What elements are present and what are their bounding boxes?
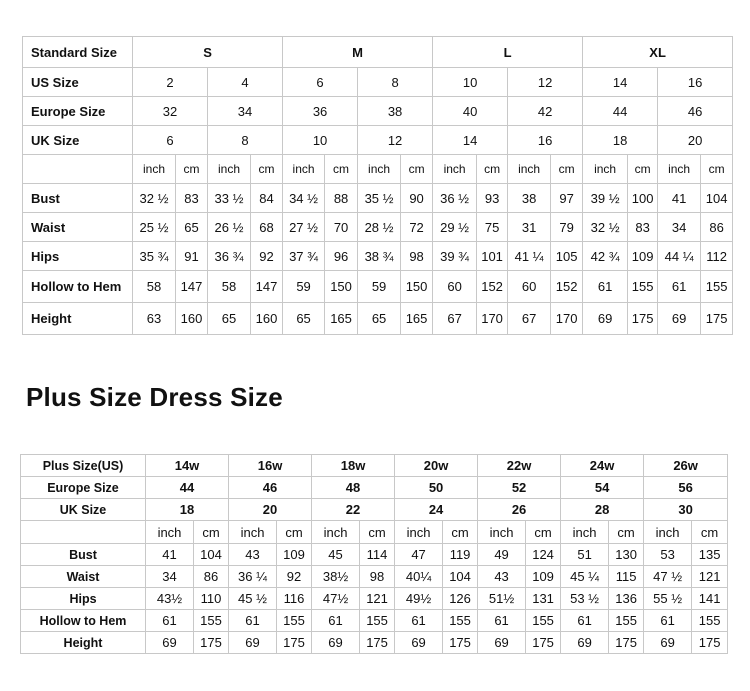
measurement-value: 84 bbox=[251, 184, 283, 213]
plus-measurement-value: 124 bbox=[526, 544, 561, 566]
plus-measurement-label: Waist bbox=[21, 566, 146, 588]
measurement-label: Waist bbox=[23, 213, 133, 242]
plus-size-value: 24 bbox=[395, 499, 478, 521]
plus-measurement-label: Height bbox=[21, 632, 146, 654]
measurement-value: 42 ¾ bbox=[583, 242, 628, 271]
measurement-value: 65 bbox=[208, 303, 251, 335]
measurement-value: 61 bbox=[658, 271, 701, 303]
unit-cm: cm bbox=[401, 155, 433, 184]
plus-measurement-value: 109 bbox=[277, 544, 312, 566]
size-value: 20 bbox=[658, 126, 733, 155]
measurement-value: 65 bbox=[176, 213, 208, 242]
plus-measurement-value: 51½ bbox=[478, 588, 526, 610]
plus-unit-row bbox=[21, 521, 728, 544]
measurement-value: 31 bbox=[508, 213, 551, 242]
unit-inch: inch bbox=[146, 521, 194, 544]
size-letter-header: XL bbox=[583, 37, 733, 68]
measurement-value: 79 bbox=[551, 213, 583, 242]
plus-measurement-label: Hips bbox=[21, 588, 146, 610]
plus-measurement-label: Hollow to Hem bbox=[21, 610, 146, 632]
plus-measurement-value: 69 bbox=[478, 632, 526, 654]
size-row-label: US Size bbox=[23, 68, 133, 97]
measurement-value: 25 ½ bbox=[133, 213, 176, 242]
measurement-value: 101 bbox=[477, 242, 508, 271]
plus-measurement-value: 69 bbox=[229, 632, 277, 654]
plus-measurement-value: 45 ½ bbox=[229, 588, 277, 610]
measurement-row bbox=[23, 303, 733, 335]
plus-measurement-value: 61 bbox=[561, 610, 609, 632]
plus-measurement-value: 121 bbox=[692, 566, 728, 588]
plus-measurement-value: 43 bbox=[478, 566, 526, 588]
plus-size-value: 22 bbox=[312, 499, 395, 521]
unit-inch: inch bbox=[312, 521, 360, 544]
plus-size-table bbox=[20, 454, 728, 654]
plus-measurement-value: 86 bbox=[194, 566, 229, 588]
measurement-label: Hollow to Hem bbox=[23, 271, 133, 303]
plus-measurement-value: 69 bbox=[312, 632, 360, 654]
measurement-value: 69 bbox=[658, 303, 701, 335]
plus-measurement-value: 69 bbox=[395, 632, 443, 654]
unit-inch: inch bbox=[395, 521, 443, 544]
plus-size-value: 22w bbox=[478, 455, 561, 477]
plus-measurement-value: 175 bbox=[360, 632, 395, 654]
measurement-value: 83 bbox=[176, 184, 208, 213]
measurement-row bbox=[23, 271, 733, 303]
plus-measurement-value: 69 bbox=[644, 632, 692, 654]
size-row bbox=[23, 97, 733, 126]
measurement-value: 60 bbox=[508, 271, 551, 303]
size-value: 16 bbox=[508, 126, 583, 155]
plus-measurement-value: 36 ¼ bbox=[229, 566, 277, 588]
measurement-value: 69 bbox=[583, 303, 628, 335]
measurement-value: 160 bbox=[251, 303, 283, 335]
measurement-value: 26 ½ bbox=[208, 213, 251, 242]
plus-measurement-value: 116 bbox=[277, 588, 312, 610]
plus-measurement-value: 136 bbox=[609, 588, 644, 610]
plus-measurement-value: 115 bbox=[609, 566, 644, 588]
measurement-value: 88 bbox=[325, 184, 358, 213]
plus-measurement-value: 119 bbox=[443, 544, 478, 566]
unit-inch: inch bbox=[133, 155, 176, 184]
measurement-value: 93 bbox=[477, 184, 508, 213]
measurement-value: 63 bbox=[133, 303, 176, 335]
plus-measurement-value: 175 bbox=[277, 632, 312, 654]
size-value: 14 bbox=[433, 126, 508, 155]
unit-inch: inch bbox=[229, 521, 277, 544]
measurement-value: 100 bbox=[628, 184, 658, 213]
plus-measurement-row bbox=[21, 632, 728, 654]
size-value: 18 bbox=[583, 126, 658, 155]
size-value: 38 bbox=[358, 97, 433, 126]
measurement-value: 65 bbox=[358, 303, 401, 335]
plus-measurement-value: 135 bbox=[692, 544, 728, 566]
unit-row bbox=[23, 155, 733, 184]
plus-size-value: 50 bbox=[395, 477, 478, 499]
plus-measurement-value: 104 bbox=[443, 566, 478, 588]
unit-cm: cm bbox=[609, 521, 644, 544]
unit-inch: inch bbox=[478, 521, 526, 544]
measurement-row bbox=[23, 213, 733, 242]
plus-size-row bbox=[21, 499, 728, 521]
measurement-value: 34 bbox=[658, 213, 701, 242]
measurement-value: 59 bbox=[358, 271, 401, 303]
size-value: 42 bbox=[508, 97, 583, 126]
size-letter-header: M bbox=[283, 37, 433, 68]
plus-measurement-value: 34 bbox=[146, 566, 194, 588]
size-value: 36 bbox=[283, 97, 358, 126]
measurement-value: 175 bbox=[701, 303, 733, 335]
plus-measurement-value: 43½ bbox=[146, 588, 194, 610]
unit-inch: inch bbox=[658, 155, 701, 184]
standard-size-header-row bbox=[23, 37, 733, 68]
plus-measurement-value: 155 bbox=[277, 610, 312, 632]
size-value: 46 bbox=[658, 97, 733, 126]
size-value: 8 bbox=[208, 126, 283, 155]
plus-measurement-value: 47 ½ bbox=[644, 566, 692, 588]
plus-size-value: 20w bbox=[395, 455, 478, 477]
plus-measurement-value: 61 bbox=[644, 610, 692, 632]
plus-measurement-value: 126 bbox=[443, 588, 478, 610]
measurement-value: 165 bbox=[325, 303, 358, 335]
plus-size-row-label: Europe Size bbox=[21, 477, 146, 499]
plus-measurement-value: 61 bbox=[229, 610, 277, 632]
size-value: 4 bbox=[208, 68, 283, 97]
measurement-value: 38 bbox=[508, 184, 551, 213]
size-value: 16 bbox=[658, 68, 733, 97]
plus-measurement-value: 155 bbox=[443, 610, 478, 632]
unit-cm: cm bbox=[360, 521, 395, 544]
plus-measurement-value: 155 bbox=[692, 610, 728, 632]
plus-measurement-row bbox=[21, 566, 728, 588]
plus-measurement-label: Bust bbox=[21, 544, 146, 566]
unit-row-label bbox=[23, 155, 133, 184]
size-value: 14 bbox=[583, 68, 658, 97]
measurement-value: 160 bbox=[176, 303, 208, 335]
plus-measurement-value: 40¼ bbox=[395, 566, 443, 588]
measurement-label: Bust bbox=[23, 184, 133, 213]
unit-cm: cm bbox=[277, 521, 312, 544]
plus-measurement-value: 110 bbox=[194, 588, 229, 610]
measurement-value: 65 bbox=[283, 303, 325, 335]
plus-measurement-value: 45 ¼ bbox=[561, 566, 609, 588]
unit-cm: cm bbox=[325, 155, 358, 184]
size-value: 2 bbox=[133, 68, 208, 97]
plus-measurement-value: 104 bbox=[194, 544, 229, 566]
size-value: 12 bbox=[358, 126, 433, 155]
size-value: 6 bbox=[283, 68, 358, 97]
measurement-value: 97 bbox=[551, 184, 583, 213]
plus-measurement-value: 53 bbox=[644, 544, 692, 566]
plus-measurement-value: 69 bbox=[146, 632, 194, 654]
plus-measurement-value: 61 bbox=[146, 610, 194, 632]
unit-inch: inch bbox=[508, 155, 551, 184]
size-value: 6 bbox=[133, 126, 208, 155]
plus-measurement-row bbox=[21, 544, 728, 566]
measurement-value: 147 bbox=[176, 271, 208, 303]
plus-size-value: 56 bbox=[644, 477, 728, 499]
measurement-value: 39 ¾ bbox=[433, 242, 477, 271]
unit-inch: inch bbox=[583, 155, 628, 184]
measurement-value: 170 bbox=[551, 303, 583, 335]
measurement-value: 112 bbox=[701, 242, 733, 271]
size-letter-header: L bbox=[433, 37, 583, 68]
measurement-value: 175 bbox=[628, 303, 658, 335]
unit-cm: cm bbox=[526, 521, 561, 544]
measurement-value: 90 bbox=[401, 184, 433, 213]
measurement-value: 75 bbox=[477, 213, 508, 242]
plus-measurement-value: 55 ½ bbox=[644, 588, 692, 610]
size-value: 8 bbox=[358, 68, 433, 97]
unit-inch: inch bbox=[283, 155, 325, 184]
plus-size-value: 20 bbox=[229, 499, 312, 521]
plus-measurement-value: 47 bbox=[395, 544, 443, 566]
measurement-value: 34 ½ bbox=[283, 184, 325, 213]
plus-measurement-value: 45 bbox=[312, 544, 360, 566]
measurement-value: 58 bbox=[133, 271, 176, 303]
measurement-value: 152 bbox=[551, 271, 583, 303]
plus-measurement-value: 175 bbox=[609, 632, 644, 654]
measurement-value: 41 ¼ bbox=[508, 242, 551, 271]
measurement-value: 38 ¾ bbox=[358, 242, 401, 271]
plus-measurement-value: 121 bbox=[360, 588, 395, 610]
plus-measurement-value: 69 bbox=[561, 632, 609, 654]
measurement-value: 35 ½ bbox=[358, 184, 401, 213]
measurement-value: 155 bbox=[701, 271, 733, 303]
plus-size-value: 52 bbox=[478, 477, 561, 499]
standard-size-table bbox=[22, 36, 733, 335]
measurement-value: 60 bbox=[433, 271, 477, 303]
plus-measurement-value: 155 bbox=[194, 610, 229, 632]
plus-measurement-value: 47½ bbox=[312, 588, 360, 610]
measurement-value: 67 bbox=[433, 303, 477, 335]
measurement-value: 67 bbox=[508, 303, 551, 335]
plus-measurement-value: 175 bbox=[443, 632, 478, 654]
unit-cm: cm bbox=[628, 155, 658, 184]
measurement-value: 58 bbox=[208, 271, 251, 303]
size-letter-header: S bbox=[133, 37, 283, 68]
measurement-value: 147 bbox=[251, 271, 283, 303]
plus-measurement-value: 130 bbox=[609, 544, 644, 566]
measurement-value: 32 ½ bbox=[583, 213, 628, 242]
plus-measurement-value: 98 bbox=[360, 566, 395, 588]
size-row bbox=[23, 126, 733, 155]
measurement-value: 33 ½ bbox=[208, 184, 251, 213]
measurement-value: 29 ½ bbox=[433, 213, 477, 242]
measurement-value: 105 bbox=[551, 242, 583, 271]
plus-size-row-label: Plus Size(US) bbox=[21, 455, 146, 477]
measurement-value: 150 bbox=[325, 271, 358, 303]
plus-measurement-value: 175 bbox=[692, 632, 728, 654]
plus-measurement-value: 51 bbox=[561, 544, 609, 566]
measurement-value: 68 bbox=[251, 213, 283, 242]
plus-unit-row-label bbox=[21, 521, 146, 544]
size-value: 34 bbox=[208, 97, 283, 126]
plus-measurement-value: 175 bbox=[194, 632, 229, 654]
plus-measurement-value: 49 bbox=[478, 544, 526, 566]
measurement-value: 28 ½ bbox=[358, 213, 401, 242]
measurement-value: 44 ¼ bbox=[658, 242, 701, 271]
unit-inch: inch bbox=[561, 521, 609, 544]
plus-measurement-value: 38½ bbox=[312, 566, 360, 588]
plus-size-title: Plus Size Dress Size bbox=[26, 382, 283, 412]
unit-inch: inch bbox=[644, 521, 692, 544]
plus-measurement-value: 155 bbox=[609, 610, 644, 632]
unit-cm: cm bbox=[176, 155, 208, 184]
plus-measurement-value: 131 bbox=[526, 588, 561, 610]
measurement-value: 36 ½ bbox=[433, 184, 477, 213]
plus-size-value: 28 bbox=[561, 499, 644, 521]
measurement-value: 165 bbox=[401, 303, 433, 335]
measurement-value: 39 ½ bbox=[583, 184, 628, 213]
measurement-value: 150 bbox=[401, 271, 433, 303]
plus-measurement-value: 61 bbox=[312, 610, 360, 632]
measurement-value: 72 bbox=[401, 213, 433, 242]
size-row-label: Europe Size bbox=[23, 97, 133, 126]
plus-size-value: 24w bbox=[561, 455, 644, 477]
plus-measurement-value: 43 bbox=[229, 544, 277, 566]
measurement-value: 41 bbox=[658, 184, 701, 213]
measurement-value: 59 bbox=[283, 271, 325, 303]
plus-size-value: 48 bbox=[312, 477, 395, 499]
unit-inch: inch bbox=[358, 155, 401, 184]
measurement-value: 155 bbox=[628, 271, 658, 303]
size-row bbox=[23, 68, 733, 97]
size-row-label: UK Size bbox=[23, 126, 133, 155]
unit-cm: cm bbox=[692, 521, 728, 544]
size-value: 10 bbox=[283, 126, 358, 155]
unit-cm: cm bbox=[443, 521, 478, 544]
measurement-value: 83 bbox=[628, 213, 658, 242]
measurement-value: 98 bbox=[401, 242, 433, 271]
plus-measurement-value: 61 bbox=[478, 610, 526, 632]
plus-size-row-label: UK Size bbox=[21, 499, 146, 521]
plus-measurement-value: 155 bbox=[526, 610, 561, 632]
unit-cm: cm bbox=[551, 155, 583, 184]
plus-size-row bbox=[21, 477, 728, 499]
size-value: 10 bbox=[433, 68, 508, 97]
plus-size-value: 26w bbox=[644, 455, 728, 477]
size-value: 40 bbox=[433, 97, 508, 126]
measurement-value: 37 ¾ bbox=[283, 242, 325, 271]
plus-measurement-row bbox=[21, 610, 728, 632]
measurement-row bbox=[23, 242, 733, 271]
plus-size-value: 18 bbox=[146, 499, 229, 521]
measurement-value: 152 bbox=[477, 271, 508, 303]
measurement-value: 91 bbox=[176, 242, 208, 271]
measurement-value: 86 bbox=[701, 213, 733, 242]
unit-cm: cm bbox=[194, 521, 229, 544]
measurement-value: 36 ¾ bbox=[208, 242, 251, 271]
size-value: 32 bbox=[133, 97, 208, 126]
measurement-label: Height bbox=[23, 303, 133, 335]
plus-size-value: 26 bbox=[478, 499, 561, 521]
standard-size-label: Standard Size bbox=[23, 37, 133, 68]
plus-size-value: 30 bbox=[644, 499, 728, 521]
plus-measurement-value: 53 ½ bbox=[561, 588, 609, 610]
plus-measurement-value: 141 bbox=[692, 588, 728, 610]
measurement-value: 32 ½ bbox=[133, 184, 176, 213]
plus-size-row bbox=[21, 455, 728, 477]
plus-measurement-value: 92 bbox=[277, 566, 312, 588]
measurement-value: 35 ¾ bbox=[133, 242, 176, 271]
plus-measurement-value: 109 bbox=[526, 566, 561, 588]
plus-size-value: 16w bbox=[229, 455, 312, 477]
measurement-value: 27 ½ bbox=[283, 213, 325, 242]
measurement-value: 104 bbox=[701, 184, 733, 213]
measurement-label: Hips bbox=[23, 242, 133, 271]
measurement-value: 70 bbox=[325, 213, 358, 242]
unit-cm: cm bbox=[251, 155, 283, 184]
plus-measurement-value: 49½ bbox=[395, 588, 443, 610]
plus-measurement-value: 114 bbox=[360, 544, 395, 566]
measurement-value: 96 bbox=[325, 242, 358, 271]
unit-cm: cm bbox=[477, 155, 508, 184]
plus-measurement-value: 61 bbox=[395, 610, 443, 632]
measurement-value: 61 bbox=[583, 271, 628, 303]
plus-size-value: 46 bbox=[229, 477, 312, 499]
plus-measurement-value: 175 bbox=[526, 632, 561, 654]
plus-measurement-row bbox=[21, 588, 728, 610]
measurement-value: 92 bbox=[251, 242, 283, 271]
plus-size-value: 54 bbox=[561, 477, 644, 499]
size-value: 44 bbox=[583, 97, 658, 126]
unit-inch: inch bbox=[208, 155, 251, 184]
measurement-value: 170 bbox=[477, 303, 508, 335]
size-value: 12 bbox=[508, 68, 583, 97]
plus-measurement-value: 41 bbox=[146, 544, 194, 566]
plus-size-value: 14w bbox=[146, 455, 229, 477]
unit-cm: cm bbox=[701, 155, 733, 184]
unit-inch: inch bbox=[433, 155, 477, 184]
plus-measurement-value: 155 bbox=[360, 610, 395, 632]
plus-size-value: 18w bbox=[312, 455, 395, 477]
measurement-row bbox=[23, 184, 733, 213]
measurement-value: 109 bbox=[628, 242, 658, 271]
plus-size-value: 44 bbox=[146, 477, 229, 499]
